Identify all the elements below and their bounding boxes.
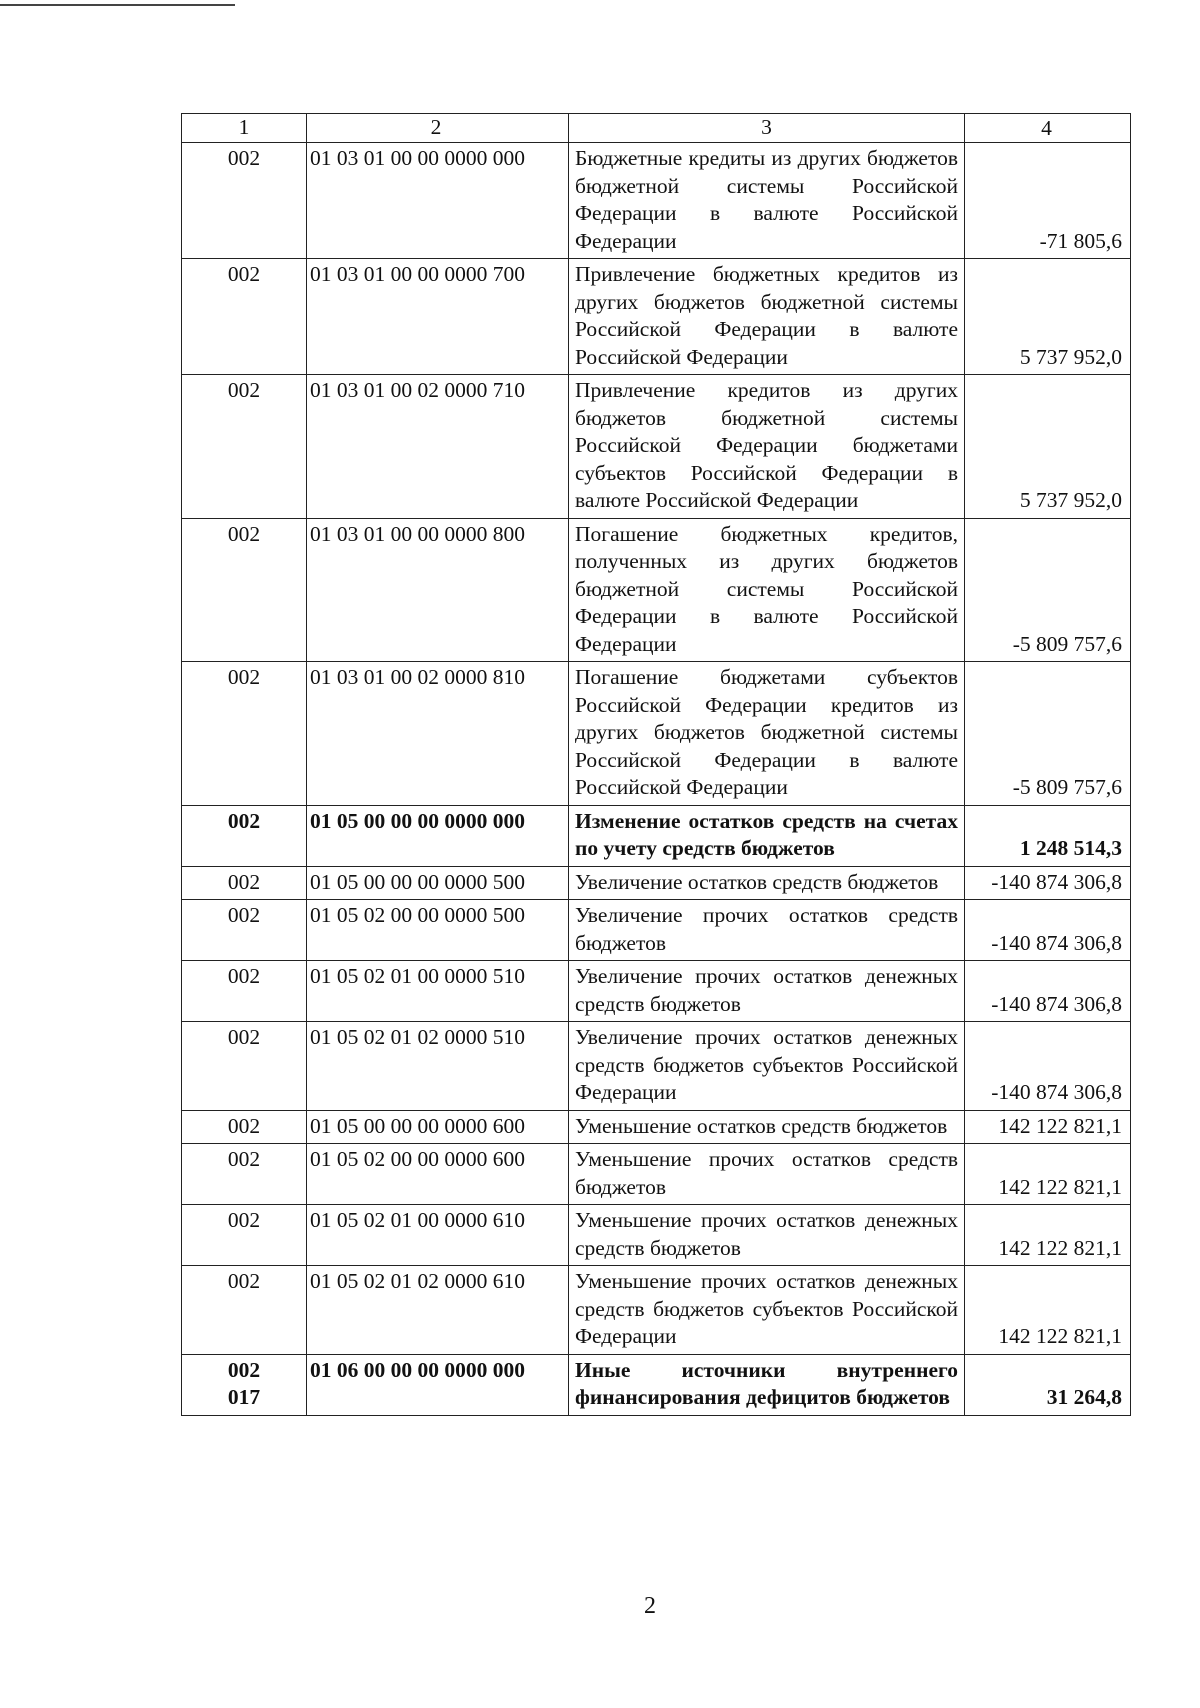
- column-header-3: 3: [569, 114, 965, 143]
- table-row: [182, 961, 1131, 1022]
- amount-cell: 5 737 952,0: [965, 375, 1131, 519]
- table-row: [182, 518, 1131, 662]
- amount-cell: -5 809 757,6: [965, 662, 1131, 806]
- column-header-2: 2: [307, 114, 569, 143]
- source-name-cell: Увеличение прочих остатков денежных средств бюджетов субъектов Российской Федерации: [569, 1022, 965, 1111]
- amount-cell: 5 737 952,0: [965, 259, 1131, 375]
- source-name-cell: Привлечение кредитов из других бюджетов бюджетной системы Российской Федерации бюджетами субъектов Российской Федерации в валюте Российской Федерации: [569, 375, 965, 519]
- table-row: [182, 805, 1131, 866]
- admin-code-cell: 002: [182, 518, 307, 662]
- budget-classification-code-cell: 01 05 02 01 00 0000 510: [307, 961, 569, 1022]
- source-name-cell: Уменьшение остатков средств бюджетов: [569, 1110, 965, 1144]
- source-name-cell: Увеличение прочих остатков средств бюджетов: [569, 900, 965, 961]
- admin-code-cell: 002: [182, 1266, 307, 1355]
- amount-cell: 1 248 514,3: [965, 805, 1131, 866]
- admin-code-cell: 002: [182, 375, 307, 519]
- amount-cell: 142 122 821,1: [965, 1144, 1131, 1205]
- admin-code-cell: 002: [182, 805, 307, 866]
- table-row: [182, 1354, 1131, 1415]
- amount-cell: 142 122 821,1: [965, 1205, 1131, 1266]
- budget-classification-code-cell: 01 03 01 00 02 0000 710: [307, 375, 569, 519]
- source-name-cell: Погашение бюджетами субъектов Российской Федерации кредитов из других бюджетов бюджетной системы Российской Федерации в валюте Российской Федерации: [569, 662, 965, 806]
- source-name-cell: Уменьшение прочих остатков денежных средств бюджетов: [569, 1205, 965, 1266]
- source-name-cell: Изменение остатков средств на счетах по учету средств бюджетов: [569, 805, 965, 866]
- budget-classification-code-cell: 01 06 00 00 00 0000 000: [307, 1354, 569, 1415]
- source-name-cell: Погашение бюджетных кредитов, полученных из других бюджетов бюджетной системы Российской Федерации в валюте Российской Федерации: [569, 518, 965, 662]
- budget-classification-code-cell: 01 05 02 00 00 0000 500: [307, 900, 569, 961]
- source-name-cell: Уменьшение прочих остатков денежных средств бюджетов субъектов Российской Федерации: [569, 1266, 965, 1355]
- amount-cell: -140 874 306,8: [965, 900, 1131, 961]
- admin-code-cell: 002: [182, 259, 307, 375]
- amount-cell: -140 874 306,8: [965, 1022, 1131, 1111]
- table-row: [182, 259, 1131, 375]
- table-row: [182, 375, 1131, 519]
- admin-code-cell: 002: [182, 1205, 307, 1266]
- budget-classification-code-cell: 01 05 02 01 00 0000 610: [307, 1205, 569, 1266]
- budget-sources-table: [181, 113, 1131, 1416]
- amount-cell: -140 874 306,8: [965, 866, 1131, 900]
- admin-code-cell: 002: [182, 1144, 307, 1205]
- table-row: [182, 143, 1131, 259]
- table-header-row: [182, 114, 1131, 143]
- table-row: [182, 1266, 1131, 1355]
- admin-code-cell: 002: [182, 961, 307, 1022]
- admin-code-cell: 002 017: [182, 1354, 307, 1415]
- admin-code-cell: 002: [182, 1110, 307, 1144]
- budget-classification-code-cell: 01 05 02 01 02 0000 610: [307, 1266, 569, 1355]
- amount-cell: 31 264,8: [965, 1354, 1131, 1415]
- budget-classification-code-cell: 01 05 00 00 00 0000 600: [307, 1110, 569, 1144]
- admin-code-cell: 002: [182, 900, 307, 961]
- table-row: [182, 1144, 1131, 1205]
- admin-code-cell: 002: [182, 1022, 307, 1111]
- source-name-cell: Иные источники внутреннего финансирования дефицитов бюджетов: [569, 1354, 965, 1415]
- page-number: 2: [644, 1593, 656, 1619]
- budget-classification-code-cell: 01 03 01 00 00 0000 000: [307, 143, 569, 259]
- source-name-cell: Увеличение остатков средств бюджетов: [569, 866, 965, 900]
- amount-cell: -71 805,6: [965, 143, 1131, 259]
- budget-classification-code-cell: 01 05 00 00 00 0000 000: [307, 805, 569, 866]
- column-header-4: 4: [965, 114, 1131, 143]
- source-name-cell: Увеличение прочих остатков денежных средств бюджетов: [569, 961, 965, 1022]
- source-name-cell: Бюджетные кредиты из других бюджетов бюджетной системы Российской Федерации в валюте Российской Федерации: [569, 143, 965, 259]
- budget-classification-code-cell: 01 05 02 01 02 0000 510: [307, 1022, 569, 1111]
- amount-cell: -5 809 757,6: [965, 518, 1131, 662]
- budget-classification-code-cell: 01 03 01 00 00 0000 700: [307, 259, 569, 375]
- table-body: [182, 143, 1131, 1416]
- admin-code-cell: 002: [182, 143, 307, 259]
- table-row: [182, 662, 1131, 806]
- amount-cell: 142 122 821,1: [965, 1266, 1131, 1355]
- scan-edge-line: [0, 4, 235, 6]
- amount-cell: 142 122 821,1: [965, 1110, 1131, 1144]
- table-row: [182, 866, 1131, 900]
- budget-classification-code-cell: 01 03 01 00 02 0000 810: [307, 662, 569, 806]
- source-name-cell: Уменьшение прочих остатков средств бюджетов: [569, 1144, 965, 1205]
- table-row: [182, 900, 1131, 961]
- column-header-1: 1: [182, 114, 307, 143]
- admin-code-cell: 002: [182, 662, 307, 806]
- source-name-cell: Привлечение бюджетных кредитов из других бюджетов бюджетной системы Российской Федерации в валюте Российской Федерации: [569, 259, 965, 375]
- budget-classification-code-cell: 01 03 01 00 00 0000 800: [307, 518, 569, 662]
- budget-classification-code-cell: 01 05 00 00 00 0000 500: [307, 866, 569, 900]
- table-row: [182, 1205, 1131, 1266]
- table-row: [182, 1022, 1131, 1111]
- amount-cell: -140 874 306,8: [965, 961, 1131, 1022]
- admin-code-cell: 002: [182, 866, 307, 900]
- budget-classification-code-cell: 01 05 02 00 00 0000 600: [307, 1144, 569, 1205]
- table-row: [182, 1110, 1131, 1144]
